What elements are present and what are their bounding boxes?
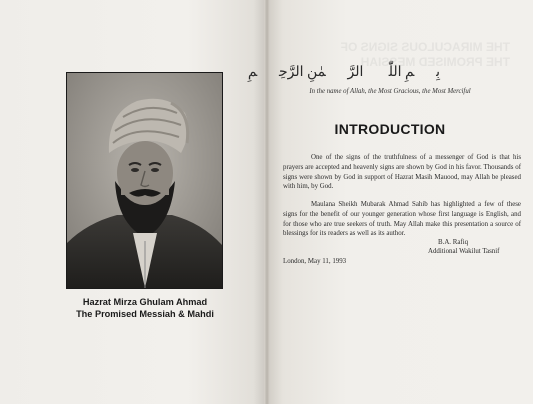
signature-title: Additional Wakilut Tasnif — [428, 248, 500, 255]
intro-paragraph-2: Maulana Sheikh Mubarak Ahmad Sahib has highlighted a few of these signs for the benefit of our younger generation whose first language is English, and for those who are true seekers of truth. May Allah make this presentation a source of blessings for its readers as well as its author. — [283, 201, 521, 238]
dateline: London, May 11, 1993 — [283, 258, 347, 265]
caption-name: Hazrat Mirza Ghulam Ahmad — [82, 297, 208, 307]
caption-title: The Promised Messiah & Mahdi — [76, 309, 214, 319]
intro-paragraph-1: One of the signs of the truthfulness of a messenger of God is that his prayers are accepted and heavenly signs are shown by God in his favor. Thousands of signs were shown by God in support of Hazrat Masih Mauood, may Allah be pleased with him, by God. — [283, 154, 521, 191]
signature-name: B.A. Rafiq — [438, 239, 469, 246]
portrait-photo — [66, 72, 223, 289]
page-title: INTRODUCTION — [334, 121, 446, 137]
basmala-translation: In the name of Allah, the Most Gracious, the Most Merciful — [309, 88, 471, 95]
book-gutter — [264, 0, 270, 404]
portrait-caption — [40, 296, 250, 320]
basmala-calligraphy: بِسۡمِ اللّٰہِ الرَّحۡمٰنِ الرَّحِیۡمِ — [247, 65, 440, 80]
portrait-image — [67, 73, 222, 288]
